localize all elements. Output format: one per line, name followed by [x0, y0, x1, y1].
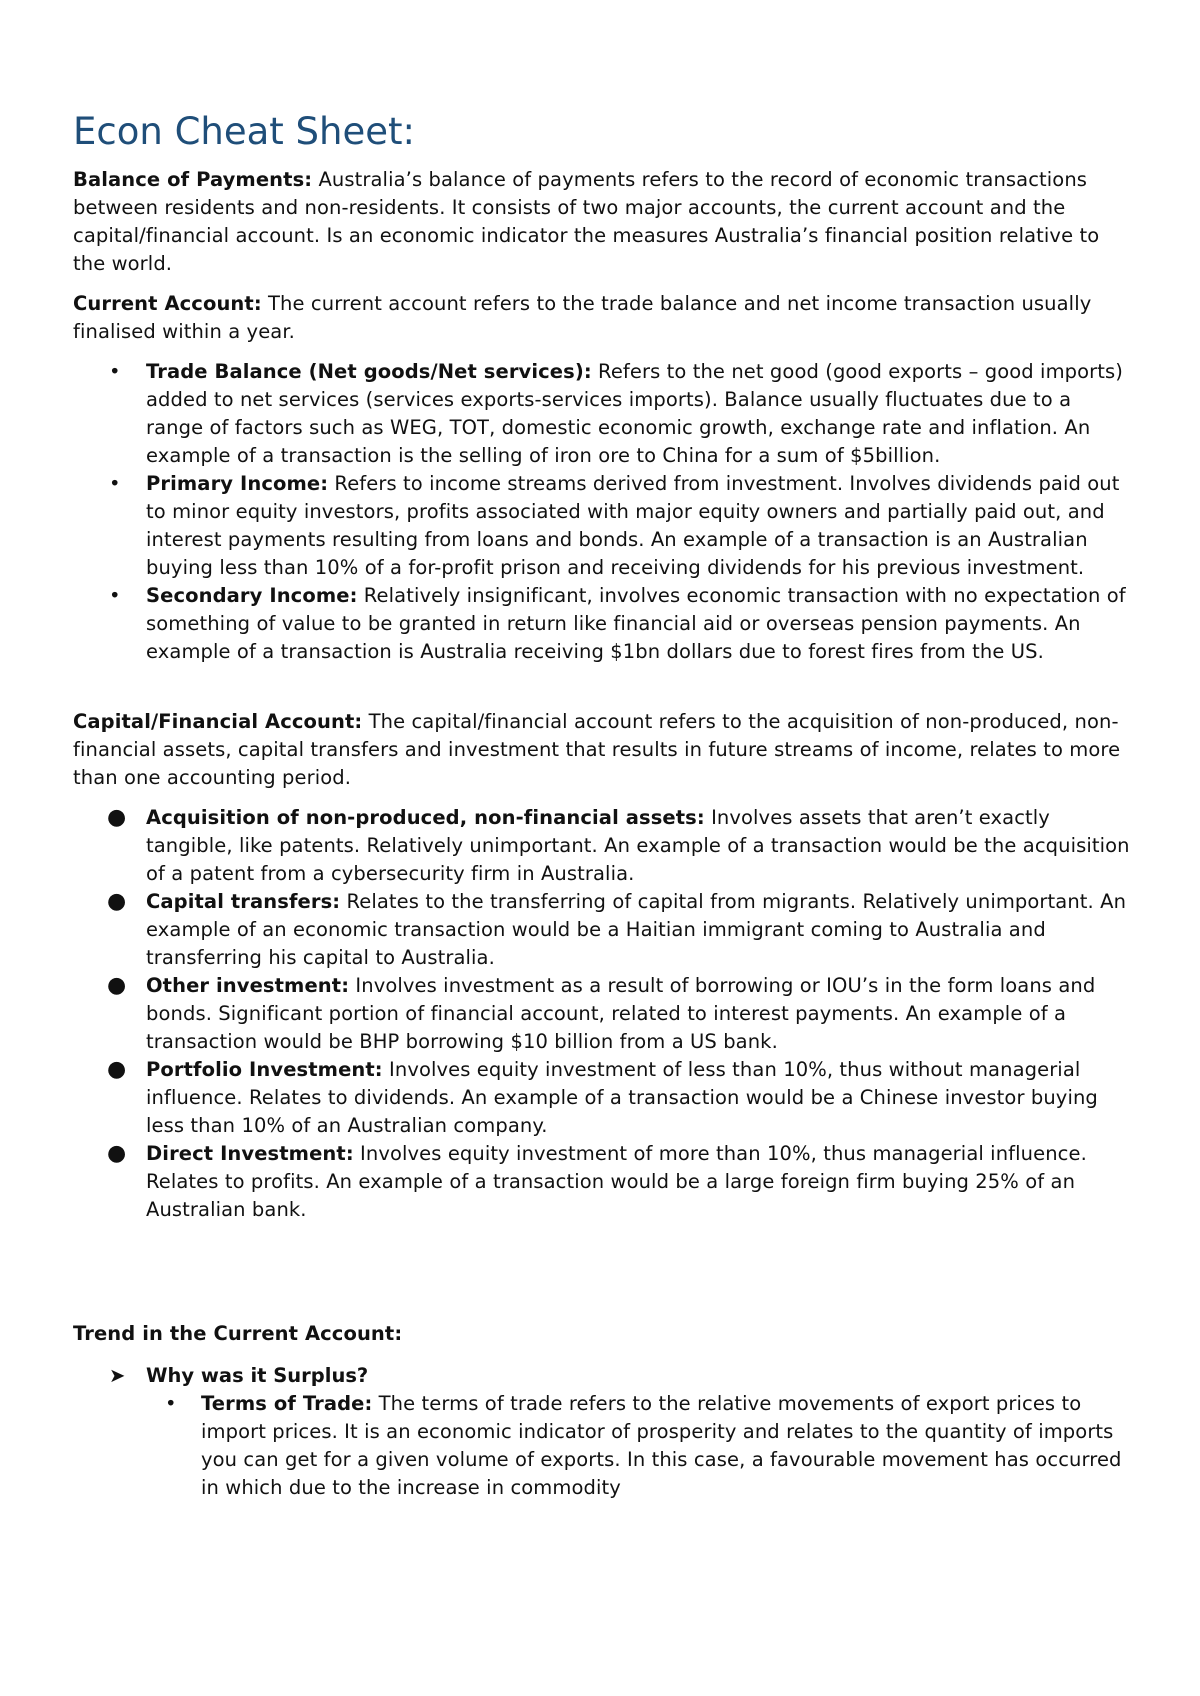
- list-item: [73, 358, 1133, 470]
- trend-question-text: Why was it Surplus?: [146, 1364, 369, 1387]
- list-item: [73, 804, 1133, 888]
- current-account-label: Current Account:: [73, 292, 262, 315]
- list-item-text: The terms of trade refers to the relative movements of export prices to import prices. It is an economic indicator of prosperity and relates to the quantity of imports you can get for a given volume of exports. In this case, a favourable movement has occurred in which due to the increase in commodity: [201, 1392, 1122, 1499]
- trend-heading-label: Trend in the Current Account:: [73, 1322, 403, 1345]
- trend-heading: [73, 1320, 1133, 1348]
- list-item: [73, 888, 1133, 972]
- list-item-label: Trade Balance (Net goods/Net services):: [146, 360, 592, 383]
- list-item: [73, 1390, 1133, 1502]
- document-title: Econ Cheat Sheet:: [73, 110, 415, 153]
- spacer: [73, 1236, 1133, 1320]
- bullet-icon: •: [109, 472, 121, 495]
- bop-label: Balance of Payments:: [73, 168, 313, 191]
- bop-paragraph: [73, 166, 1133, 278]
- arrow-bullet-icon: ➤: [109, 1364, 126, 1387]
- list-item-text: Relatively insignificant, involves economic transaction with no expectation of something of value to be granted in return like financial aid or overseas pension payments. An example of a transaction is Australia receiving $1bn dollars due to forest fires from the US.: [146, 584, 1126, 663]
- capital-account-text: The capital/financial account refers to the acquisition of non-produced, non-financial assets, capital transfers and investment that results in future streams of income, relates to more than one accounting period.: [73, 710, 1121, 789]
- list-item: [73, 1140, 1133, 1224]
- bullet-icon: •: [109, 360, 121, 383]
- trend-question: [73, 1362, 1133, 1390]
- list-item: [73, 972, 1133, 1056]
- capital-account-label: Capital/Financial Account:: [73, 710, 363, 733]
- current-account-text: The current account refers to the trade balance and net income transaction usually finalised within a year.: [73, 292, 1092, 343]
- list-item-label: Other investment:: [146, 974, 350, 997]
- list-item-text: Refers to income streams derived from investment. Involves dividends paid out to minor equity investors, profits associated with major equity owners and partially paid out, and interest payments resulting from loans and bonds. An example of a transaction is an Australian buying less than 10% of a for-profit prison and receiving dividends for his previous investment.: [146, 472, 1120, 579]
- capital-account-list: [73, 804, 1133, 1224]
- bullet-icon: ●: [107, 973, 127, 998]
- list-item-label: Terms of Trade:: [201, 1392, 373, 1415]
- bullet-icon: ●: [107, 1141, 127, 1166]
- list-item-label: Secondary Income:: [146, 584, 358, 607]
- trend-list: [73, 1390, 1133, 1502]
- list-item-text: Refers to the net good (good exports – good imports) added to net services (services exports-services imports). Balance usually fluctuates due to a range of factors such as WEG, TOT, domestic economic growth, exchange rate and inflation. An example of a transaction is the selling of iron ore to China for a sum of $5billion.: [146, 360, 1124, 467]
- bop-text: Australia’s balance of payments refers to the record of economic transactions between residents and non-residents. It consists of two major accounts, the current account and the capital/financial account. Is an economic indicator the measures Australia’s financial position relative to the world.: [73, 168, 1100, 275]
- capital-account-paragraph: [73, 708, 1133, 792]
- bullet-icon: ●: [107, 805, 127, 830]
- bullet-icon: ●: [107, 1057, 127, 1082]
- current-account-paragraph: [73, 290, 1133, 346]
- list-item-label: Direct Investment:: [146, 1142, 354, 1165]
- bullet-icon: •: [109, 584, 121, 607]
- list-item-text: Involves equity investment of less than 10%, thus without managerial influence. Relates to dividends. An example of a transaction would be a Chinese investor buying less than 10% of an Australian company.: [146, 1058, 1098, 1137]
- list-item: [73, 470, 1133, 582]
- bullet-icon: •: [165, 1392, 177, 1415]
- spacer: [73, 678, 1133, 708]
- list-item-text: Involves assets that aren’t exactly tangible, like patents. Relatively unimportant. An example of a transaction would be the acquisition of a patent from a cybersecurity firm in Australia.: [146, 806, 1130, 885]
- list-item-text: Relates to the transferring of capital from migrants. Relatively unimportant. An example of an economic transaction would be a Haitian immigrant coming to Australia and transferring his capital to Australia.: [146, 890, 1127, 969]
- list-item-text: Involves equity investment of more than 10%, thus managerial influence. Relates to profits. An example of a transaction would be a large foreign firm buying 25% of an Australian bank.: [146, 1142, 1087, 1221]
- list-item-label: Portfolio Investment:: [146, 1058, 383, 1081]
- list-item-label: Capital transfers:: [146, 890, 341, 913]
- current-account-list: [73, 358, 1133, 666]
- list-item-label: Primary Income:: [146, 472, 329, 495]
- list-item-label: Acquisition of non-produced, non-financial assets:: [146, 806, 705, 829]
- list-item: [73, 1056, 1133, 1140]
- document-page: [73, 108, 1133, 1502]
- list-item: [73, 582, 1133, 666]
- bullet-icon: ●: [107, 889, 127, 914]
- list-item-text: Involves investment as a result of borrowing or IOU’s in the form loans and bonds. Significant portion of financial account, related to interest payments. An example of a transaction would be BHP borrowing $10 billion from a US bank.: [146, 974, 1096, 1053]
